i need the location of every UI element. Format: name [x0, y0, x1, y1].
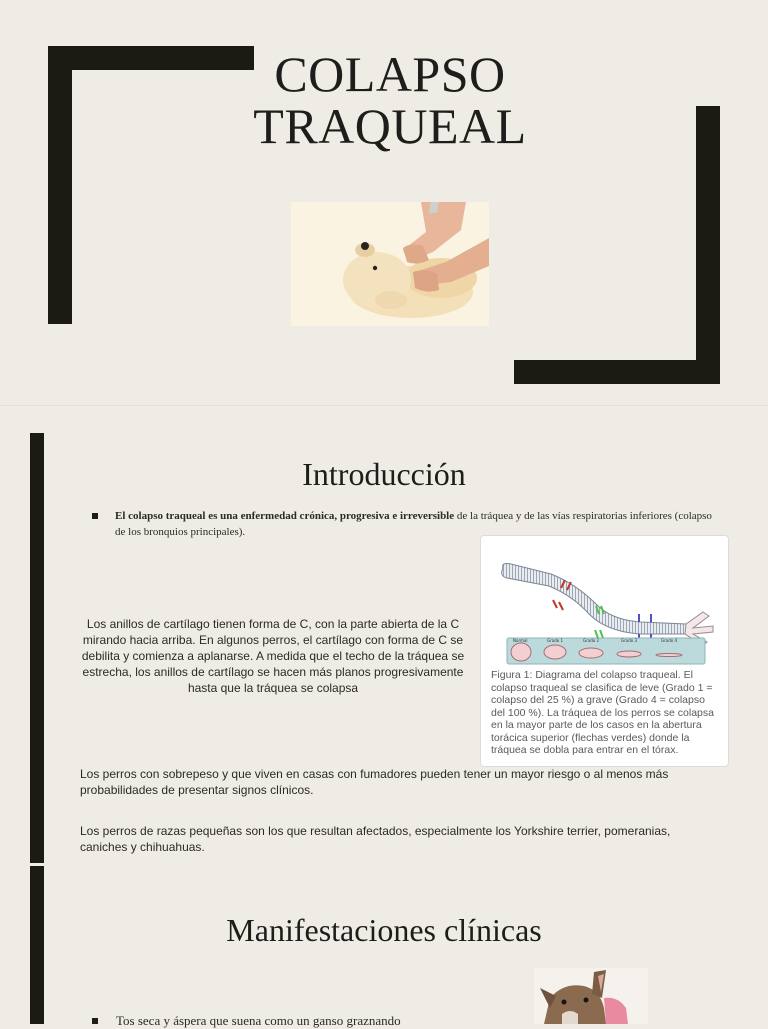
left-accent-bar-upper — [30, 433, 44, 863]
clinical-heading: Manifestaciones clínicas — [226, 912, 542, 948]
bullet-square-icon — [92, 513, 98, 519]
title-line-2: TRAQUEAL — [253, 98, 527, 154]
frame-top-left-vertical — [48, 46, 72, 324]
title-line-1: COLAPSO — [274, 46, 506, 102]
slide-title — [200, 48, 580, 152]
trachea-diagram — [481, 536, 728, 666]
figure-caption: Figura 1: Diagrama del colapso traqueal. El colapso traqueal se clasifica de leve (Grado 1 = colapso del 25 %) a grave (Grado 4 = colapso del 100 %). La tráquea de los perros se colapsa en la mayor parte de los casos en la abertura torácica superior (flechas verdes) donde la tráquea se dobla para entrar en el tórax. — [491, 669, 714, 756]
slide-separator — [0, 405, 768, 406]
intro-bullet-rest: de la tráquea y de las vías respiratorias inferiores (colapso de los bronquios principales). — [115, 510, 712, 538]
trachea-figure — [480, 535, 729, 767]
puppy-photo — [291, 202, 489, 326]
frame-bottom-right-vertical — [696, 106, 720, 384]
cartilage-paragraph: Los anillos de cartílago tienen forma de C, con la parte abierta de la C mirando hacia arriba. En algunos perros, el cartílago con forma de C se debilita y comienza a aplanarse. A medida que el techo de la tráquea se estrecha, los anillos de cartílago se hacen más planos progresivamente hasta que la tráquea se colapsa — [81, 617, 465, 695]
dog-photo — [534, 968, 648, 1024]
grade-label-3: Grado 3 — [621, 638, 637, 643]
grade-label-2: Grado 2 — [583, 638, 599, 643]
intro-heading: Introducción — [302, 456, 466, 492]
intro-bullet-bold: El colapso traqueal es una enfermedad crónica, progresiva e irreversible — [115, 510, 455, 522]
frame-bottom-right-horizontal — [514, 360, 720, 384]
clinical-bullet — [92, 1013, 512, 1029]
grade-label-4: Grado 4 — [661, 638, 677, 643]
overweight-paragraph: Los perros con sobrepeso y que viven en casas con fumadores pueden tener un mayor riesgo o al menos más probabilidades de presentar signos clínicos. — [80, 767, 669, 797]
clinical-bullet-text: Tos seca y áspera que suena como un ganso graznando — [116, 1013, 401, 1028]
grade-label-1: Grado 1 — [547, 638, 563, 643]
grade-label-normal: Normal — [513, 638, 528, 643]
breeds-paragraph: Los perros de razas pequeñas son los que resultan afectados, especialmente los Yorkshire terrier, pomeranias, caniches y chihuahuas. — [80, 824, 671, 854]
bullet-square-icon — [92, 1018, 98, 1024]
